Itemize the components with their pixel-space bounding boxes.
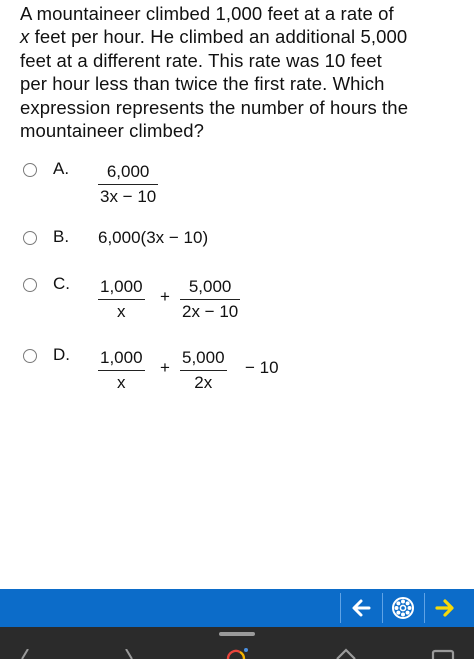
arrow-left-icon [350,597,372,619]
fraction [98,348,145,393]
back-button[interactable] [344,591,378,625]
numerator: 5,000 [182,348,225,367]
gesture-handle[interactable] [219,632,255,636]
question-line: feet at a different rate. This rate was 10 feet [20,49,382,71]
question-line [20,25,460,48]
numerator: 6,000 [106,162,150,181]
forward-chevron-icon[interactable] [120,649,140,659]
variable-x: x [20,26,30,48]
choice-b[interactable] [0,226,474,254]
choice-c[interactable] [0,273,474,325]
back-chevron-icon[interactable] [14,649,34,659]
radio-b[interactable] [23,231,37,245]
radio-c[interactable] [23,278,37,292]
question-text [20,2,460,142]
question-line: per hour less than twice the first rate. Which [20,73,385,95]
navigation-toolbar [0,589,474,627]
denominator: x [98,299,145,322]
choice-letter: B. [53,227,70,246]
fraction [180,348,227,393]
expression: 6,000(3x − 10) [98,228,209,247]
fraction [98,162,158,207]
assistant-icon[interactable] [224,647,252,659]
denominator: 3x − 10 [98,184,158,207]
fraction [98,277,145,322]
denominator: x [98,370,145,393]
question-line-rest: feet per hour. He climbed an additional 5,000 [29,26,408,48]
denominator: 2x − 10 [180,299,240,322]
question-line: mountaineer climbed? [20,120,205,142]
toolbar-divider [382,593,383,623]
recents-icon[interactable] [430,649,456,659]
question-line: expression represents the number of hours the [20,96,409,118]
choice-letter: D. [53,345,70,364]
fraction [180,277,240,322]
plus-sign: + [160,358,170,377]
toolbar-divider [424,593,425,623]
settings-button[interactable] [386,591,420,625]
denominator: 2x [180,370,227,393]
home-icon[interactable] [334,647,358,659]
plus-sign: + [160,287,170,306]
numerator: 1,000 [100,348,143,367]
next-button[interactable] [428,591,462,625]
arrow-right-icon [434,597,456,619]
radio-a[interactable] [23,163,37,177]
radio-d[interactable] [23,349,37,363]
choice-a[interactable] [0,158,474,208]
gear-icon [390,595,416,621]
system-navigation-bar [0,627,474,659]
question-line: A mountaineer climbed 1,000 feet at a rate of [20,3,394,24]
toolbar-divider [340,593,341,623]
choice-d[interactable] [0,344,474,396]
minus-term: − 10 [245,358,279,377]
choice-letter: A. [53,159,70,178]
numerator: 1,000 [100,277,143,296]
choice-letter: C. [53,274,70,293]
numerator: 5,000 [188,277,232,296]
